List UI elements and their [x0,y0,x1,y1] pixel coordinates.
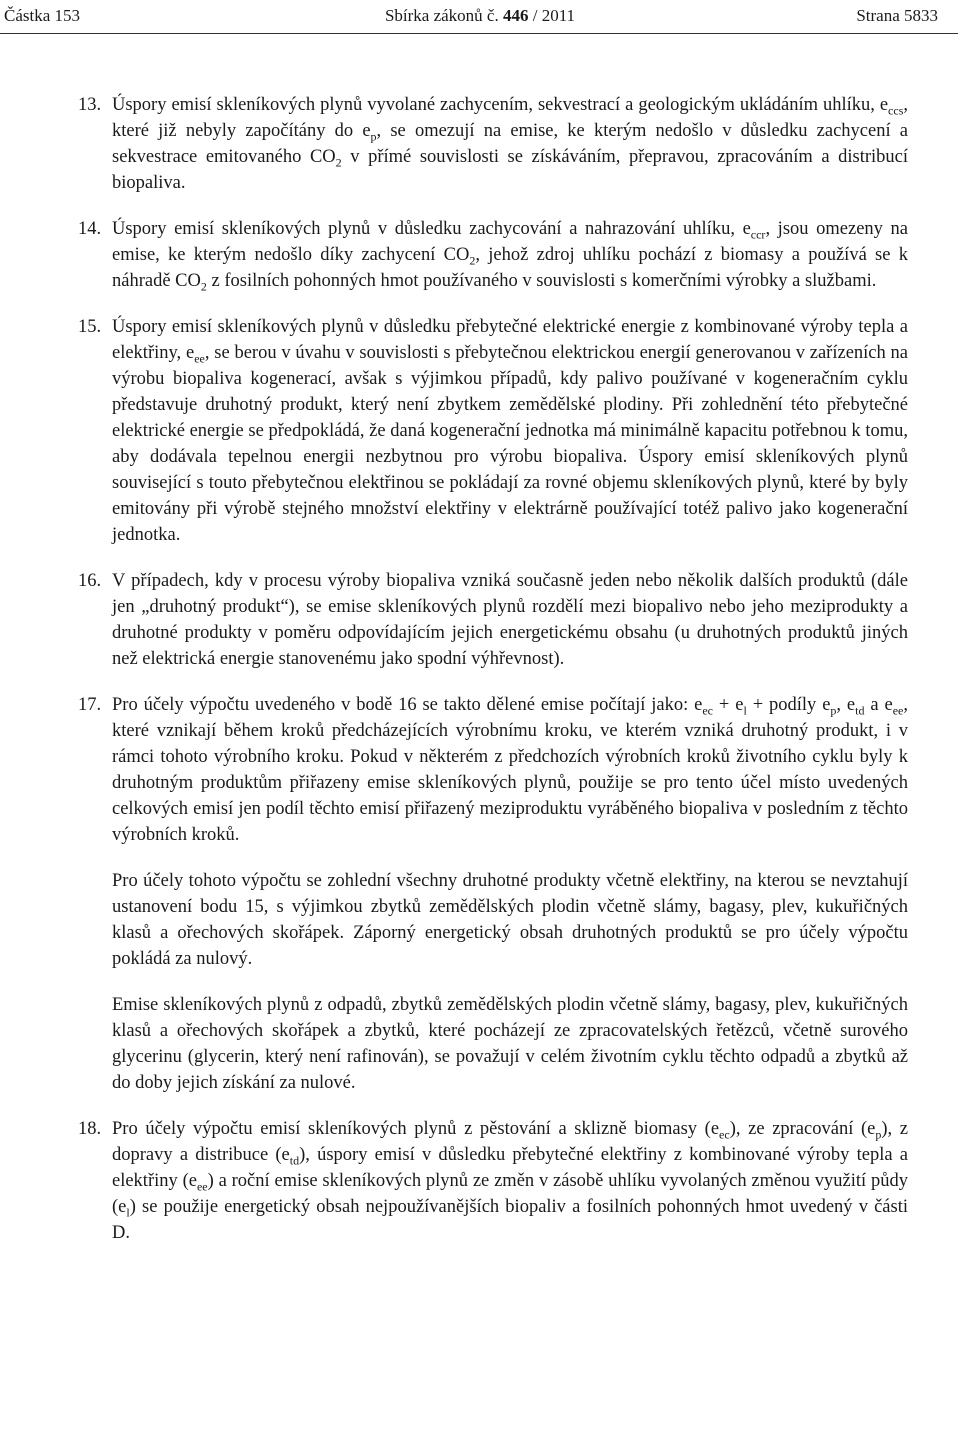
subscript: ee [194,351,205,366]
subscript: l [126,1205,130,1220]
list-item [78,314,908,548]
header-issue: Částka 153 [4,6,81,25]
subscript: td [855,703,865,718]
item-text: Pro účely výpočtu emisí skleníkových plynů z pěstování a sklizně biomasy $(e_{ec})$, ze zpracování $(e_p)$, z dopravy a distribuce $(e_{td})$, úspory emisí v důsledku přebytečné elektřiny z kombinované výroby tepla a elektřiny $(e_{ee})$ a roční emise skleníkových plynů ze změn v zásobě uhlíku vyvolaných změnou využití půdy $(e_l)$ se použije energetický obsah nejpoužívanějších biopaliv a fosilních pohonných hmot uvedený v části D. [112,1119,909,1243]
header-collection-number: 446 [502,6,529,25]
item-text: Pro účely výpočtu uvedeného v bodě 16 se takto dělené emise počítají jako: $e_{ec} + e_l$ + podíly $e_p$, $e_{td}$ a $e_{ee}$, které vznikají během kroků předcházejících výrobnímu kroku, ve kterém vzniká druhotný produkt, i v rámci tohoto výrobního kroku. Pokud v některém z předchozích výrobních kroků životního cyklu byly k druhotným produktům přiřazeny emise skleníkových plynů, použije se pro tento účel místo uvedených celkových emisí jen podíl těchto emisí přiřazený meziproduktu vyráběného biopaliva v posledním z těchto výrobních kroků. [112,695,908,845]
item-number: 15. [78,317,102,337]
paragraph: Pro účely tohoto výpočtu se zohlední všechny druhotné produkty včetně elektřiny, na kterou se nevztahují ustanovení bodu 15, s výjimkou zbytků zemědělských plodin včetně slámy, bagasy, plev, kukuřičných klasů a ořechových skořápek. Záporný energetický obsah druhotných produktů se pro účely výpočtu pokládá za nulový. [112,871,908,969]
subscript: ccr [750,227,766,242]
subscript: ec [719,1127,730,1142]
subscript: 2 [469,253,476,268]
item-number: 16. [78,571,102,591]
subscript: p [875,1127,882,1142]
list-item [78,92,908,196]
header-collection [0,6,960,26]
item-text: Úspory emisí skleníkových plynů v důsledku zachycování a nahrazování uhlíku, $e_{ccr}$, jsou omezeny na emise, ke kterým nedošlo díky zachycení $CO_2$, jehož zdroj uhlíku pochází z biomasy a používá se k náhradě $CO_2$ z fosilních pohonných hmot používaného v souvislosti s komerčními výrobky a službami. [112,219,909,294]
subscript: 2 [335,155,342,170]
paragraph: Emise skleníkových plynů z odpadů, zbytků zemědělských plodin včetně slámy, bagasy, plev, kukuřičných klasů a ořechových skořápek a zbytků, které pocházejí ze zpracovatelských řetězců, včetně surového glycerinu (glycerin, který není rafinován), se považují v celém životním cyklu těchto odpadů a zbytků až do doby jejich získání za nulové. [112,995,908,1093]
list-item [78,216,908,294]
subscript: ccs [888,103,904,118]
list-item [78,692,908,848]
item-text: Úspory emisí skleníkových plynů v důsledku přebytečné elektrické energie z kombinované výroby tepla a elektřiny, $e_{ee}$, se berou v úvahu v souvislosti s přebytečnou elektrickou energií generovanou v zařízeních na výrobu biopaliva kogenerací, avšak s výjimkou případů, kdy palivo používané v kogeneračním cyklu představuje druhotný produkt, který není zbytkem zemědělské plodiny. Při zohlednění této přebytečné elektrické energie se předpokládá, že daná kogenerační jednotka má minimálně kapacitu potřebnou k tomu, aby dodávala tepelnou energii nezbytnou pro výrobu biopaliva. Úspory emisí skleníkových plynů související s touto přebytečnou elektřinou se pokládají za rovné objemu skleníkových plynů, které by byly emitovány při výrobě stejného množství elektřiny v elektrárně používající totéž palivo jako kogenerační jednotka. [112,317,909,545]
header-collection-prefix: Sbírka zákonů č. [384,6,503,25]
header-collection-suffix: / 2011 [528,6,576,25]
subscript: p [830,703,837,718]
item-text: Úspory emisí skleníkových plynů vyvolané zachycením, sekvestrací a geologickým ukládáním uhlíku, $e_{ccs}$, které již nebyly započítány do $e_p$, se omezují na emise, ke kterým nedošlo v důsledku zachycení a sekvestrace emitovaného $CO_2$ v přímé souvislosti se získáváním, přepravou, zpracováním a distribucí biopaliva. [112,95,908,193]
subscript: l [743,703,747,718]
item-number: 14. [78,219,102,239]
page-header [0,0,960,32]
subscript: ee [196,1179,208,1194]
header-divider [0,33,958,34]
list-item [78,1116,908,1246]
subscript: ee [892,703,904,718]
subscript: ec [702,703,714,718]
subscript: p [370,129,377,144]
document-body [78,92,908,1266]
item-number: 18. [78,1119,102,1139]
header-page: Strana 5833 [856,6,938,25]
item-text: V případech, kdy v procesu výroby biopaliva vzniká současně jeden nebo několik dalších produktů (dále jen „druhotný produkt“), se emise skleníkových plynů rozdělí mezi biopalivo nebo jeho meziprodukty a druhotné produkty v poměru odpovídajícím jejich energetickému obsahu (u druhotných produktů jiných než elektrická energie stanovenému jako spodní výhřevnost). [112,571,908,669]
list-item [78,568,908,672]
item-number: 17. [78,695,102,715]
subscript: 2 [200,279,207,294]
subscript: td [289,1153,300,1168]
item-number: 13. [78,95,102,115]
